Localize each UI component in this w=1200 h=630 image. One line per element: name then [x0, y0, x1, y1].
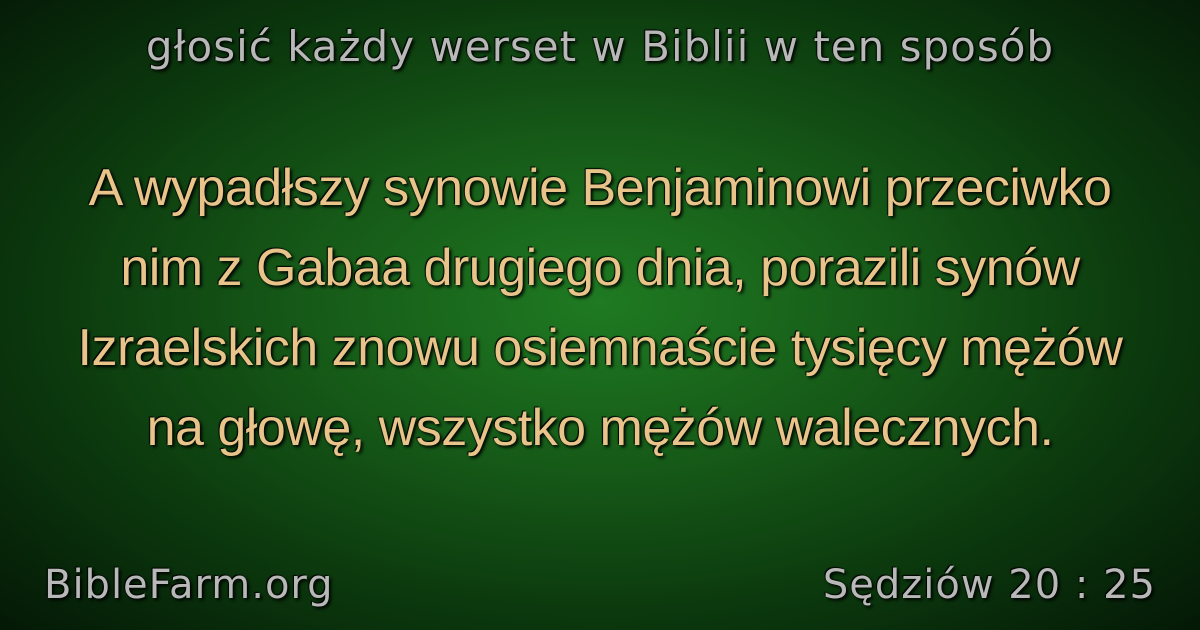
verse-text: [40, 148, 1160, 468]
verse-line: Izraelskich znowu osiemnaście tysięcy mężów: [77, 319, 1123, 377]
site-name: BibleFarm.org: [44, 562, 334, 608]
verse-reference: Sędziów 20 : 25: [822, 562, 1156, 608]
tagline: głosić każdy werset w Biblii w ten sposób: [145, 22, 1055, 71]
verse-line: nim z Gabaa drugiego dnia, porazili synów: [120, 239, 1080, 297]
verse-line: A wypadłszy synowie Benjaminowi przeciwko: [88, 159, 1112, 217]
verse-line: na głowę, wszystko mężów walecznych.: [146, 399, 1054, 457]
